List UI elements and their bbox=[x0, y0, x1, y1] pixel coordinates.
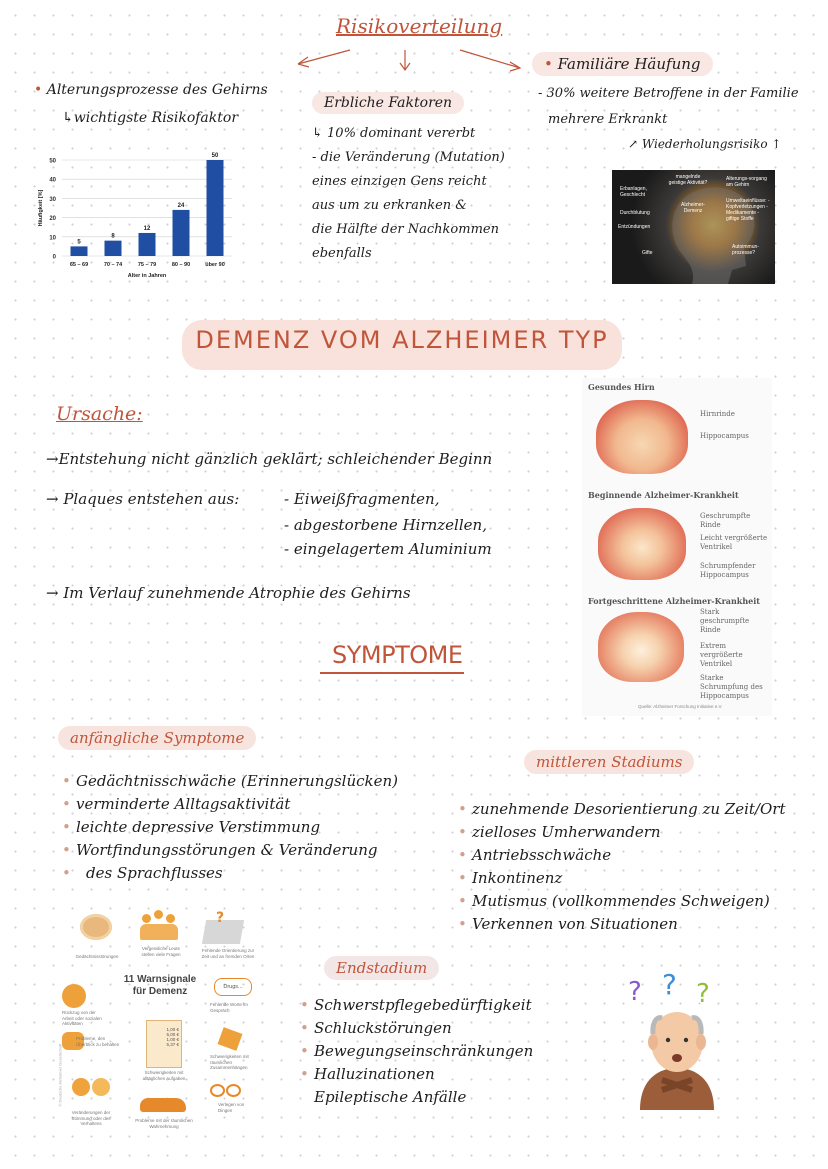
receipt-number: 1,00 € bbox=[166, 1027, 179, 1032]
car-icon bbox=[140, 1098, 186, 1112]
speech-bubble-icon: Drugs... bbox=[214, 978, 252, 996]
warn-caption: Probleme mit der räumlichen Wahrnehmung bbox=[135, 1118, 193, 1129]
list-item: • Mutismus (vollkommendes Schweigen) bbox=[458, 890, 785, 913]
list-item: Epileptische Anfälle bbox=[314, 1088, 467, 1106]
middle-symptoms-head: mittleren Stadiums bbox=[524, 750, 694, 774]
ursache-line-3: → Im Verlauf zunehmende Atrophie des Gehirns bbox=[46, 584, 411, 602]
glasses-icon bbox=[210, 1084, 240, 1094]
brain-label: Geschrumpfte Rinde bbox=[700, 512, 751, 529]
brain-advanced bbox=[598, 612, 684, 682]
end-symptoms-list bbox=[300, 994, 533, 1109]
risk-left-bullet: • Alterungsprozesse des Gehirns bbox=[34, 82, 268, 98]
list-item: • Schluckstörungen bbox=[300, 1017, 533, 1040]
warn-credit: © Deutsche Alzheimer Gesellschaft bbox=[57, 1043, 63, 1107]
branch-arrows bbox=[0, 0, 828, 90]
bar bbox=[71, 246, 88, 256]
photo-label: Erbanlagen, Geschlecht bbox=[620, 186, 647, 198]
list-item: • Bewegungseinschränkungen bbox=[300, 1040, 533, 1063]
y-tick-label: 40 bbox=[49, 177, 56, 184]
withdraw-icon bbox=[62, 984, 86, 1008]
svg-text:?: ? bbox=[662, 972, 677, 1001]
list-item: • Gedächtnisschwäche (Erinnerungslücken) bbox=[62, 770, 398, 793]
y-tick-label: 50 bbox=[49, 158, 56, 165]
receipt-number: 1,00 € bbox=[166, 1037, 179, 1042]
risk-middle-line: eines einzigen Gens reicht bbox=[312, 174, 487, 189]
list-item: • des Sprachflusses bbox=[62, 862, 398, 885]
mood-faces-icon bbox=[72, 1078, 112, 1098]
risk-middle-line: ↳ 10% dominant vererbt bbox=[312, 126, 476, 141]
brain-factors-photo bbox=[612, 170, 775, 284]
list-item: • zielloses Umherwandern bbox=[458, 821, 785, 844]
x-tick-label: 70 – 74 bbox=[103, 262, 123, 268]
risk-right-head: • Familiäre Häufung bbox=[532, 52, 713, 76]
list-item: • Wortfindungsstörungen & Veränderung bbox=[62, 839, 398, 862]
cube-icon bbox=[218, 1027, 243, 1051]
risk-middle-line: aus um zu erkranken & bbox=[312, 198, 467, 213]
list-item: • zunehmende Desorientierung zu Zeit/Ort bbox=[458, 798, 785, 821]
warn-title: 11 Warnsignale für Demenz bbox=[123, 974, 197, 997]
x-tick-label: 75 – 79 bbox=[137, 262, 157, 268]
y-axis-label: Häufigkeit [%] bbox=[38, 189, 44, 227]
brain-sparkle-icon bbox=[80, 914, 112, 940]
y-tick-label: 0 bbox=[52, 254, 56, 261]
warn-caption: Verlegen von Dingen bbox=[218, 1102, 245, 1113]
data-label: 50 bbox=[211, 153, 219, 159]
risk-right-arrow-line: ↗ Wiederholungsrisiko ↑ bbox=[628, 137, 782, 151]
risk-middle-line: die Hälfte der Nachkommen bbox=[312, 222, 499, 237]
ursache-line-1: →Entstehung nicht gänzlich geklärt; schleichender Beginn bbox=[46, 450, 493, 468]
ursache-head: Ursache: bbox=[56, 403, 143, 425]
brain-label: Extrem vergrößerte Ventrikel bbox=[700, 642, 743, 668]
photo-label: Umweltaeinflüsse: -Kopfverletzungen -Medikamente -giftige Stoffe bbox=[726, 198, 770, 222]
brain-figure-source: Quelle: Alzheimer Forschung Initiative e.V. bbox=[638, 704, 723, 709]
ursache-item: - abgestorbene Hirnzellen, bbox=[284, 516, 487, 534]
question-mark-icon: ? bbox=[216, 910, 225, 926]
receipt-icon bbox=[146, 1020, 182, 1068]
data-label: 8 bbox=[111, 233, 115, 240]
brain-stage-figure bbox=[582, 378, 772, 716]
risk-left-sub: ↳wichtigste Risikofaktor bbox=[62, 110, 239, 126]
list-item: • leichte depressive Verstimmung bbox=[62, 816, 398, 839]
brain-label: Starke Schrumpfung des Hippocampus bbox=[700, 674, 763, 700]
data-label: 5 bbox=[77, 239, 81, 246]
risk-right-line: mehrere Erkrankt bbox=[548, 112, 668, 127]
people-icon bbox=[140, 910, 178, 942]
data-label: 12 bbox=[143, 225, 151, 232]
list-item: • Inkontinenz bbox=[458, 867, 785, 890]
x-tick-label: 80 – 90 bbox=[171, 262, 191, 268]
photo-label: Durchblutung bbox=[620, 210, 650, 216]
list-item: • Halluzinationen bbox=[300, 1063, 533, 1086]
brain-label: Stark geschrumpfte Rinde bbox=[700, 608, 750, 634]
x-tick-label: 65 – 69 bbox=[69, 262, 89, 268]
early-symptoms-head: anfängliche Symptome bbox=[58, 726, 256, 750]
age-bar-chart bbox=[32, 150, 247, 290]
warn-caption: Probleme, den Überblick zu behalten bbox=[76, 1036, 120, 1047]
list-item: • Antriebsschwäche bbox=[458, 844, 785, 867]
risiko-title: Risikoverteilung bbox=[336, 14, 503, 38]
ursache-line-2-lead: → Plaques entstehen aus: bbox=[46, 490, 240, 508]
symptome-underline bbox=[320, 672, 464, 674]
warn-caption: Schwierigkeiten mit alltäglichen Aufgaben bbox=[142, 1070, 186, 1081]
brain-label: Leicht vergrößerte Ventrikel bbox=[700, 534, 768, 551]
middle-symptoms-list bbox=[458, 798, 785, 936]
list-item: • verminderte Alltagsaktivität bbox=[62, 793, 398, 816]
x-tick-label: über 90 bbox=[205, 262, 225, 268]
brain-label: Schrumpfender Hippocampus bbox=[700, 562, 756, 579]
y-tick-label: 20 bbox=[49, 216, 56, 223]
warn-caption: Vergessliche Leute stellen viele Fragen bbox=[141, 946, 181, 957]
x-axis-label: Alter in Jahren bbox=[127, 273, 167, 279]
end-symptoms-head: Endstadium bbox=[324, 956, 439, 980]
risk-middle-head: Erbliche Faktoren bbox=[312, 92, 464, 114]
risk-right-line: - 30% weitere Betroffene in der Familie bbox=[538, 86, 799, 101]
svg-text:?: ? bbox=[696, 979, 710, 1009]
risk-middle-line: ebenfalls bbox=[312, 246, 372, 261]
symptome-title: SYMPTOME bbox=[332, 641, 463, 669]
photo-label: mangelnde geistige Aktivität? bbox=[668, 174, 708, 186]
bar bbox=[173, 210, 190, 256]
risk-middle-line: - die Veränderung (Mutation) bbox=[312, 150, 505, 165]
photo-label: Entzündungen bbox=[618, 224, 651, 230]
warn-caption: Fehlende Worte im Gespräch bbox=[210, 1002, 248, 1013]
bar bbox=[139, 233, 156, 256]
bar bbox=[207, 160, 224, 256]
warnsignale-infographic bbox=[54, 904, 264, 1132]
svg-text:?: ? bbox=[628, 977, 642, 1007]
photo-label: Gifte bbox=[642, 250, 653, 256]
bar bbox=[105, 241, 122, 256]
receipt-number: 5,00 € bbox=[166, 1032, 179, 1037]
brain-healthy bbox=[596, 400, 688, 474]
warn-caption: Fehlende Orientierung zur Zeit und an fremden Orten bbox=[201, 948, 255, 959]
warn-caption: Schwierigkeiten mit räumlichen Zusammenhängen bbox=[210, 1054, 249, 1070]
list-item: • Schwerstpflegebedürftigkeit bbox=[300, 994, 533, 1017]
early-symptoms-list bbox=[62, 770, 398, 885]
y-tick-label: 10 bbox=[49, 235, 56, 242]
confused-elderly-man-icon bbox=[622, 972, 732, 1112]
brain-stage-title: Beginnende Alzheimer-Krankheit bbox=[588, 490, 739, 500]
brain-stage-title: Fortgeschrittene Alzheimer-Krankheit bbox=[588, 596, 760, 606]
photo-label: Alterungs-vorgang am Gehirn bbox=[726, 176, 767, 188]
risk-middle-lines bbox=[312, 122, 505, 266]
ursache-item: - eingelagertem Aluminium bbox=[284, 540, 492, 558]
brain-label: Hirnrinde bbox=[700, 410, 735, 418]
photo-label: Autoimmun-prozesse? bbox=[732, 244, 759, 256]
brain-early bbox=[598, 508, 686, 580]
warn-caption: Rückzug von der Arbeit oder sozialen Aktivitäten bbox=[62, 1010, 102, 1026]
list-item: • Verkennen von Situationen bbox=[458, 913, 785, 936]
y-tick-label: 30 bbox=[49, 196, 56, 203]
warn-caption: Gedächtnisstörungen bbox=[75, 954, 119, 959]
photo-label: Alzheimer-Demenz bbox=[681, 202, 705, 214]
brain-stage-title: Gesundes Hirn bbox=[588, 382, 655, 392]
ursache-item: - Eiweißfragmenten, bbox=[284, 490, 440, 508]
brain-label: Hippocampus bbox=[700, 432, 749, 440]
data-label: 24 bbox=[177, 202, 185, 209]
receipt-number: 5,37 € bbox=[166, 1042, 179, 1047]
warn-caption: Veränderungen der Stimmung oder des Verhaltens bbox=[71, 1110, 111, 1126]
main-title: DEMENZ VOM ALZHEIMER TYP bbox=[195, 326, 609, 354]
